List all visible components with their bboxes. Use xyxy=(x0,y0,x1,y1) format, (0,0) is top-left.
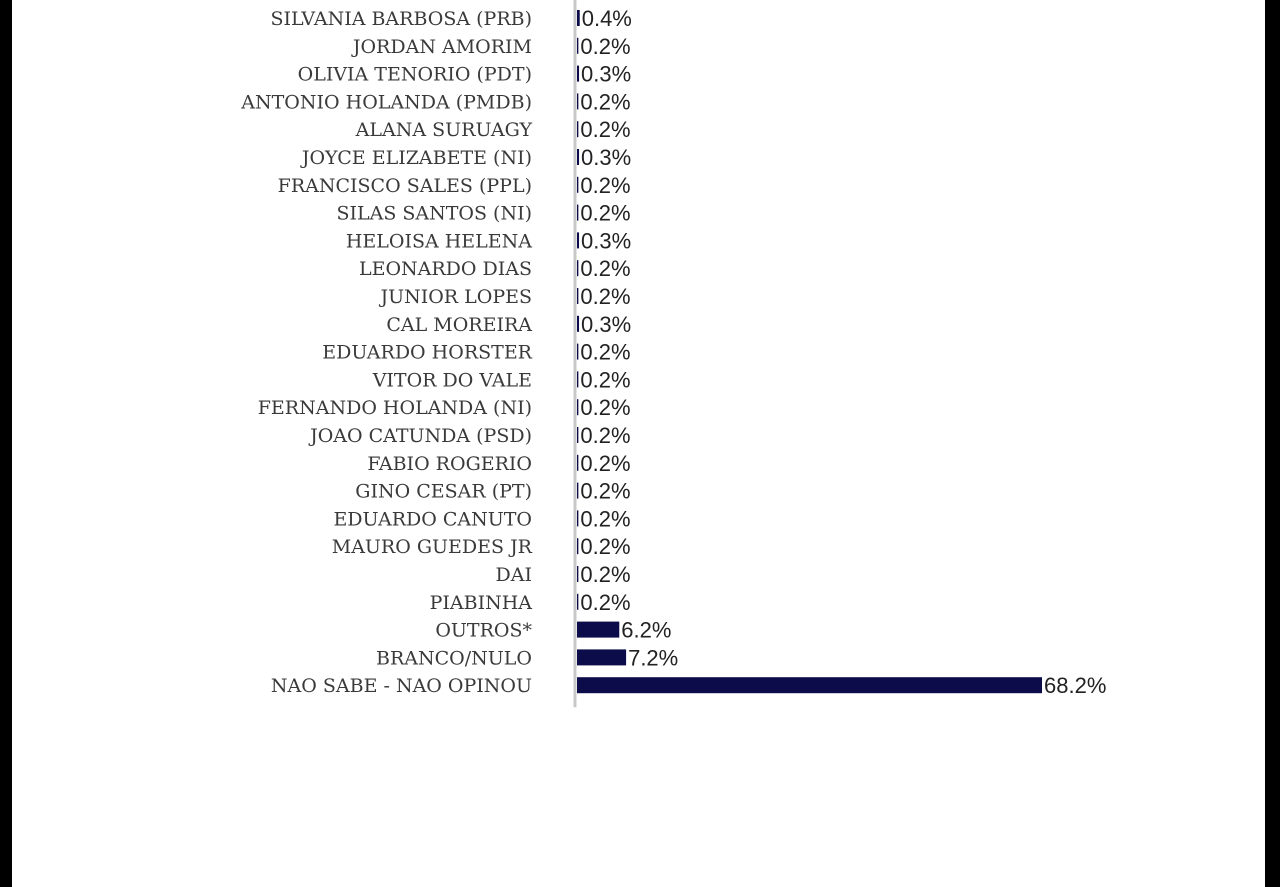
value-label-junior-lopes: 0.2% xyxy=(580,284,631,309)
bar-branco-nulo xyxy=(577,649,626,665)
category-labels xyxy=(240,8,532,697)
value-label-fabio-rogerio: 0.2% xyxy=(580,450,631,476)
value-label-olivia-tenorio-pdt: 0.3% xyxy=(581,61,632,87)
value-label-antonio-holanda-pmdb: 0.2% xyxy=(580,89,631,115)
category-label-mauro-guedes-jr: MAURO GUEDES JR xyxy=(331,536,532,559)
value-label-outros: 6.2% xyxy=(621,617,672,643)
bars xyxy=(577,10,1042,693)
bar-silvania-barbosa-prb xyxy=(577,10,580,26)
category-label-joao-catunda-psd: JOAO CATUNDA (PSD) xyxy=(310,425,532,447)
category-label-eduardo-horster: EDUARDO HORSTER xyxy=(322,341,532,364)
category-label-vitor-do-vale: VITOR DO VALE xyxy=(372,369,532,392)
value-label-mauro-guedes-jr: 0.2% xyxy=(580,534,631,560)
bar-francisco-sales-ppl xyxy=(577,177,578,193)
bar-fabio-rogerio xyxy=(577,455,578,471)
category-label-outros: OUTROS* xyxy=(435,619,532,642)
bar-silas-santos-ni xyxy=(577,205,578,221)
bar-antonio-holanda-pmdb xyxy=(577,93,578,109)
bar-alana-suruagy xyxy=(577,121,578,137)
bar-joao-catunda-psd xyxy=(577,427,578,443)
value-label-vitor-do-vale: 0.2% xyxy=(580,367,631,393)
category-label-silas-santos-ni: SILAS SANTOS (NI) xyxy=(336,202,532,225)
bar-gino-cesar-pt xyxy=(577,483,578,499)
bar-olivia-tenorio-pdt xyxy=(577,66,579,82)
category-label-piabinha: PIABINHA xyxy=(429,591,532,614)
value-label-joyce-elizabete-ni: 0.3% xyxy=(581,145,632,170)
category-label-eduardo-canuto: EDUARDO CANUTO xyxy=(333,508,532,531)
value-label-branco-nulo: 7.2% xyxy=(628,645,679,671)
value-label-francisco-sales-ppl: 0.2% xyxy=(580,172,631,198)
bar-dai xyxy=(577,566,578,582)
bar-fernando-holanda-ni xyxy=(577,399,578,415)
bar-joyce-elizabete-ni xyxy=(577,149,579,165)
category-label-dai: DAI xyxy=(495,564,532,586)
bar-cal-moreira xyxy=(577,316,579,332)
category-label-alana-suruagy: ALANA SURUAGY xyxy=(355,119,532,142)
value-label-cal-moreira: 0.3% xyxy=(581,311,632,337)
category-label-fabio-rogerio: FABIO ROGERIO xyxy=(367,452,532,475)
value-labels xyxy=(580,6,1106,698)
bar-piabinha xyxy=(577,594,578,610)
category-label-olivia-tenorio-pdt: OLIVIA TENORIO (PDT) xyxy=(297,63,532,86)
category-label-heloisa-helena: HELOISA HELENA xyxy=(345,230,532,253)
bar-nao-sabe-nao-opinou xyxy=(577,677,1042,693)
bar-outros xyxy=(577,622,619,638)
bar-junior-lopes xyxy=(577,288,578,304)
value-label-joao-catunda-psd: 0.2% xyxy=(580,423,631,448)
category-label-fernando-holanda-ni: FERNANDO HOLANDA (NI) xyxy=(257,397,532,420)
category-label-joyce-elizabete-ni: JOYCE ELIZABETE (NI) xyxy=(301,147,532,169)
category-label-jordan-amorim: JORDAN AMORIM xyxy=(352,35,532,58)
value-label-silvania-barbosa-prb: 0.4% xyxy=(581,6,632,31)
value-label-gino-cesar-pt: 0.2% xyxy=(580,478,631,504)
bar-eduardo-canuto xyxy=(577,510,578,526)
bar-mauro-guedes-jr xyxy=(577,538,578,554)
bar-vitor-do-vale xyxy=(577,371,578,387)
value-label-jordan-amorim: 0.2% xyxy=(580,33,631,59)
value-label-eduardo-canuto: 0.2% xyxy=(580,506,631,532)
value-label-eduardo-horster: 0.2% xyxy=(580,339,631,365)
category-label-leonardo-dias: LEONARDO DIAS xyxy=(358,258,532,281)
category-label-nao-sabe-nao-opinou: NAO SABE - NAO OPINOU xyxy=(270,675,532,698)
category-label-gino-cesar-pt: GINO CESAR (PT) xyxy=(355,480,532,503)
value-label-silas-santos-ni: 0.2% xyxy=(580,200,631,226)
value-label-fernando-holanda-ni: 0.2% xyxy=(580,395,631,421)
category-label-silvania-barbosa-prb: SILVANIA BARBOSA (PRB) xyxy=(270,8,532,30)
chart-page xyxy=(12,0,1265,887)
bar-chart xyxy=(12,0,1265,887)
value-label-alana-suruagy: 0.2% xyxy=(580,117,631,143)
value-label-nao-sabe-nao-opinou: 68.2% xyxy=(1044,673,1107,699)
value-label-piabinha: 0.2% xyxy=(580,589,631,615)
category-label-francisco-sales-ppl: FRANCISCO SALES (PPL) xyxy=(277,174,532,197)
category-label-branco-nulo: BRANCO/NULO xyxy=(376,647,532,670)
bar-eduardo-horster xyxy=(577,344,578,360)
value-label-leonardo-dias: 0.2% xyxy=(580,256,631,282)
bar-jordan-amorim xyxy=(577,38,578,54)
bar-leonardo-dias xyxy=(577,260,578,276)
value-label-heloisa-helena: 0.3% xyxy=(581,228,632,254)
bar-heloisa-helena xyxy=(577,232,579,248)
value-label-dai: 0.2% xyxy=(580,562,631,587)
category-label-antonio-holanda-pmdb: ANTONIO HOLANDA (PMDB) xyxy=(241,91,532,114)
category-label-junior-lopes: JUNIOR LOPES xyxy=(380,286,532,308)
category-label-cal-moreira: CAL MOREIRA xyxy=(386,313,532,336)
